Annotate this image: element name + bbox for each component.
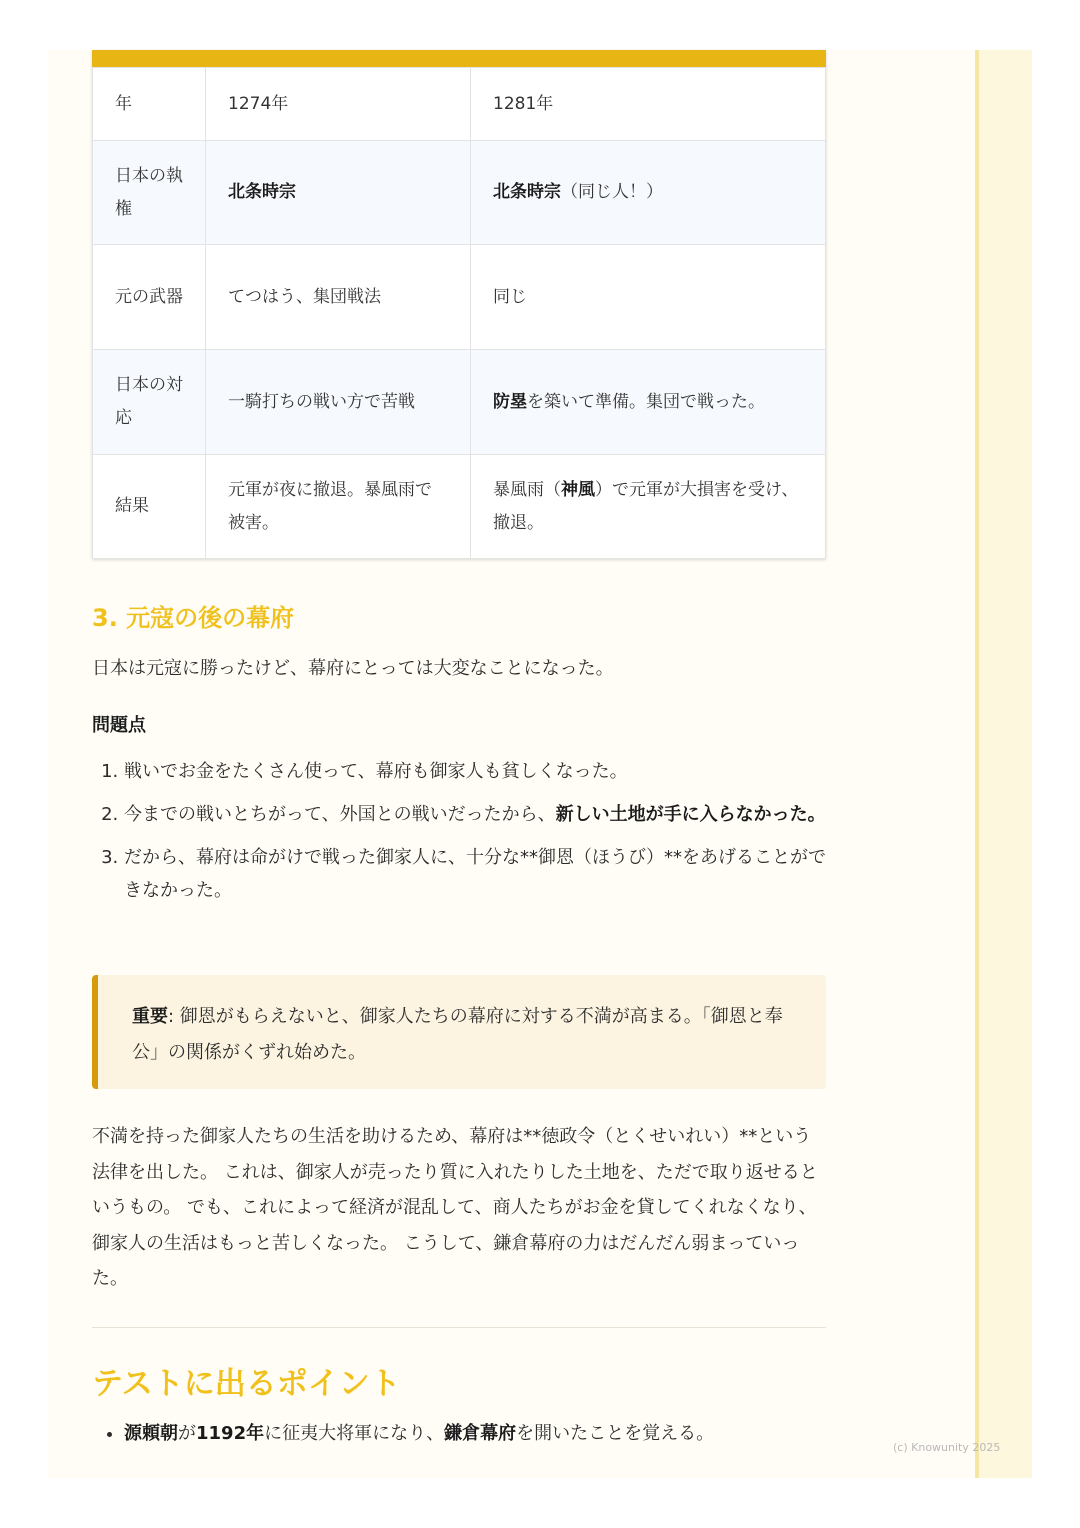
section-heading: テストに出るポイント bbox=[92, 1366, 401, 1402]
watermark: (c) Knowunity 2025 bbox=[893, 1441, 1001, 1454]
bold-text: 北条時宗 bbox=[228, 182, 296, 202]
table-cell: 結果 bbox=[93, 455, 206, 559]
bold-text: 1192年 bbox=[196, 1423, 265, 1444]
table-row bbox=[93, 455, 826, 559]
bold-text: 北条時宗 bbox=[493, 182, 561, 202]
important-callout bbox=[92, 975, 826, 1089]
list-item-text: に征夷大将軍になり、 bbox=[264, 1423, 445, 1444]
table-cell: てつはう、集団戦法 bbox=[206, 245, 471, 350]
divider bbox=[92, 1327, 826, 1328]
problem-list bbox=[92, 755, 826, 917]
callout-label: 重要 bbox=[132, 1006, 168, 1027]
table-cell: 一騎打ちの戦い方で苦戦 bbox=[206, 350, 471, 455]
table-row bbox=[93, 68, 826, 141]
intro-paragraph: 日本は元寇に勝ったけど、幕府にとっては大変なことになった。 bbox=[92, 658, 614, 679]
cell-text: を築いて準備。集団で戦った。 bbox=[527, 391, 765, 412]
cell-text: （同じ人！） bbox=[561, 182, 663, 202]
bold-text: 神風 bbox=[561, 479, 595, 500]
list-item-text: が bbox=[178, 1423, 196, 1444]
right-margin-rail bbox=[975, 50, 1032, 1478]
table-cell: 日本の執権 bbox=[93, 141, 206, 245]
list-item-text: を開いたことを覚える。 bbox=[516, 1423, 715, 1444]
list-item bbox=[124, 798, 826, 831]
table-cell: 1281年 bbox=[471, 68, 826, 141]
cell-text: ）で元軍が大損害を受け、撤退。 bbox=[493, 479, 799, 533]
table-cell bbox=[206, 141, 471, 245]
callout-text: : 御恩がもらえないと、御家人たちの幕府に対する不満が高まる。「御恩と奉公」の関係がくずれ始めた。 bbox=[132, 1006, 783, 1063]
table-cell: 同じ bbox=[471, 245, 826, 350]
table-row bbox=[93, 350, 826, 455]
list-item: 3. だから、幕府は命がけで戦った御家人に、十分な**御恩（ほうび）**をあげることができなかった。 bbox=[124, 841, 826, 907]
table-cell bbox=[471, 455, 826, 559]
table-row bbox=[93, 141, 826, 245]
list-item-text: 今までの戦いとちがって、外国との戦いだったから、 bbox=[124, 804, 556, 825]
table-cell bbox=[471, 141, 826, 245]
table-row bbox=[93, 245, 826, 350]
bold-text: 鎌倉幕府 bbox=[444, 1423, 517, 1444]
list-item: 1. 戦いでお金をたくさん使って、幕府も御家人も貧しくなった。 bbox=[124, 755, 826, 788]
section-heading: 3. 元寇の後の幕府 bbox=[92, 604, 295, 632]
table-cell: 元の武器 bbox=[93, 245, 206, 350]
problem-label: 問題点 bbox=[92, 715, 146, 736]
main-content bbox=[92, 50, 826, 1444]
cell-text: 暴風雨（ bbox=[493, 479, 561, 500]
table-cell: 元軍が夜に撤退。暴風雨で被害。 bbox=[206, 455, 471, 559]
table-cell: 日本の対応 bbox=[93, 350, 206, 455]
list-item bbox=[124, 1419, 714, 1445]
table-cell bbox=[471, 350, 826, 455]
bold-text: 防塁 bbox=[493, 391, 527, 412]
test-points-list bbox=[92, 1419, 714, 1445]
comparison-table bbox=[92, 50, 826, 559]
bold-text: 源頼朝 bbox=[124, 1423, 178, 1444]
table-cell: 1274年 bbox=[206, 68, 471, 141]
table-cell: 年 bbox=[93, 68, 206, 141]
body-paragraph: 不満を持った御家人たちの生活を助けるため、幕府は**徳政令（とくせいれい）**という法律を出した。 これは、御家人が売ったり質に入れたりした土地を、ただで取り返せるというもの。 でも、これによって経済が混乱して、商人たちがお金を貸してくれなくなり、御家人の生活はもっと苦しくなった。 こうして、鎌倉幕府の力はだんだん弱まっていった。 bbox=[92, 1126, 818, 1289]
bold-text: 新しい土地が手に入らなかった。 bbox=[555, 804, 826, 825]
